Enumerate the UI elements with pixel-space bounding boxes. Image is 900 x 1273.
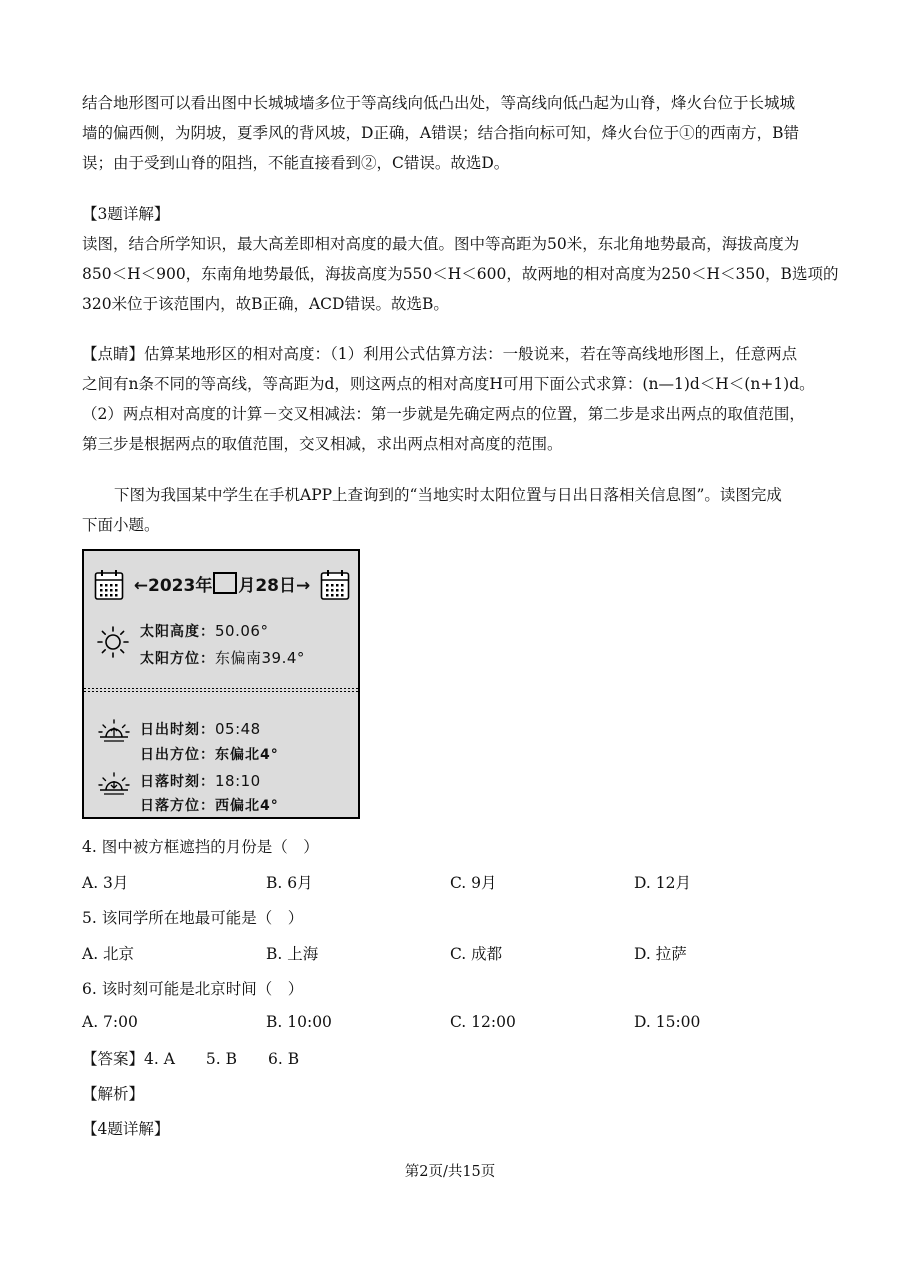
page-footer: 第2页/共15页 [404, 1164, 496, 1180]
sunrise-time-value: 05:48 [215, 720, 261, 738]
question-6-option-a: A. 7:00 [82, 1013, 138, 1031]
text-line: 下图为我国某中学生在手机APP上查询到的“当地实时太阳位置与日出日落相关信息图”。读图完成 [114, 486, 782, 504]
sunrise-direction-label: 日出方位： [140, 747, 215, 763]
sun-height-value: 50.06° [215, 622, 269, 640]
text-line: 【点睛】估算某地形区的相对高度：（1）利用公式估算方法：一般说来，若在等高线地形图上，任意两点 [82, 345, 798, 363]
question-6-stem: 6. 该时刻可能是北京时间（ ） [82, 980, 304, 998]
question-4-option-c: C. 9月 [450, 874, 497, 892]
sun-azimuth-label: 太阳方位： [140, 651, 215, 667]
sunrise-time-row [140, 719, 261, 739]
sunrise-direction-row [140, 744, 279, 764]
sunset-time-row [140, 771, 261, 791]
analysis-header: 【解析】 [82, 1085, 145, 1103]
question-6-option-c: C. 12:00 [450, 1013, 516, 1031]
text-line: 第三步是根据两点的取值范围，交叉相减，求出两点相对高度的范围。 [82, 435, 563, 453]
date-row [124, 571, 320, 596]
question-5-option-c: C. 成都 [450, 945, 503, 963]
sun-height-label: 太阳高度： [140, 624, 215, 640]
text-line: 墙的偏西侧，为阴坡，夏季风的背风坡，D正确，A错误；结合指向标可知，烽火台位于①的西南方，B错 [82, 124, 800, 142]
text-line: 下面小题。 [82, 516, 160, 534]
sunset-icon [98, 772, 130, 800]
text-line: 结合地形图可以看出图中长城城墙多位于等高线向低凸出处，等高线向低凸起为山脊，烽火台位于长城城 [82, 94, 796, 112]
answer-line: 【答案】4. A 5. B 6. B [82, 1050, 300, 1068]
sun-icon [96, 625, 130, 659]
text-line: 误；由于受到山脊的阻挡，不能直接看到②，C错误。故选D。 [82, 154, 510, 172]
sunset-direction-value: 西偏北4° [215, 798, 279, 814]
question-4-option-a: A. 3月 [82, 874, 129, 892]
question-stem [82, 480, 822, 540]
question-4-option-b: B. 6月 [266, 874, 313, 892]
text-line: 320米位于该范围内，故B正确，ACD错误。故选B。 [82, 295, 449, 313]
question-6-option-b: B. 10:00 [266, 1013, 332, 1031]
calendar-icon [320, 569, 350, 601]
text-line: 之间有n条不同的等高线，等高距为d，则这两点的相对高度H可用下面公式求算：(n—1)d＜H＜(n+1)d。 [82, 375, 815, 393]
intro-paragraph [82, 88, 822, 178]
sunset-time-value: 18:10 [215, 772, 261, 790]
sun-height-row [140, 621, 268, 641]
question-5-option-b: B. 上海 [266, 945, 319, 963]
question-5-option-d: D. 拉萨 [634, 945, 687, 963]
q3-section [82, 199, 839, 319]
dotted-divider [84, 687, 358, 693]
question-6-option-d: D. 15:00 [634, 1013, 701, 1031]
date-suffix: 月28日→ [238, 576, 311, 596]
sun-info-app-figure [82, 549, 360, 819]
sunset-direction-row [140, 795, 279, 815]
text-line: （2）两点相对高度的计算－交叉相减法：第一步就是先确定两点的位置，第二步是求出两点的取值范围， [82, 405, 805, 423]
sunset-time-label: 日落时刻： [140, 774, 215, 790]
text-line: 读图，结合所学知识，最大高差即相对高度的最大值。图中等高距为50米，东北角地势最高，海拔高度为 [82, 235, 800, 253]
q3-header: 【3题详解】 [82, 205, 170, 223]
tip-section [82, 339, 822, 459]
sun-azimuth-row [140, 647, 305, 668]
calendar-icon [94, 569, 124, 601]
sun-azimuth-value: 东偏南39.4° [215, 649, 305, 667]
question-4-stem: 4. 图中被方框遮挡的月份是（ ） [82, 838, 319, 856]
question-4-option-d: D. 12月 [634, 874, 691, 892]
question-5-option-a: A. 北京 [82, 945, 135, 963]
question-5-stem: 5. 该同学所在地最可能是（ ） [82, 909, 304, 927]
month-cover-box [213, 572, 237, 594]
date-prefix: ←2023年 [133, 576, 213, 596]
sunrise-icon [98, 719, 130, 747]
sunrise-direction-value: 东偏北4° [215, 747, 279, 763]
q4-detail-header: 【4题详解】 [82, 1120, 170, 1138]
sunset-direction-label: 日落方位： [140, 798, 215, 814]
sunrise-time-label: 日出时刻： [140, 722, 215, 738]
text-line: 850＜H＜900，东南角地势最低，海拔高度为550＜H＜600，故两地的相对高度为250＜H＜350，B选项的 [82, 265, 839, 283]
